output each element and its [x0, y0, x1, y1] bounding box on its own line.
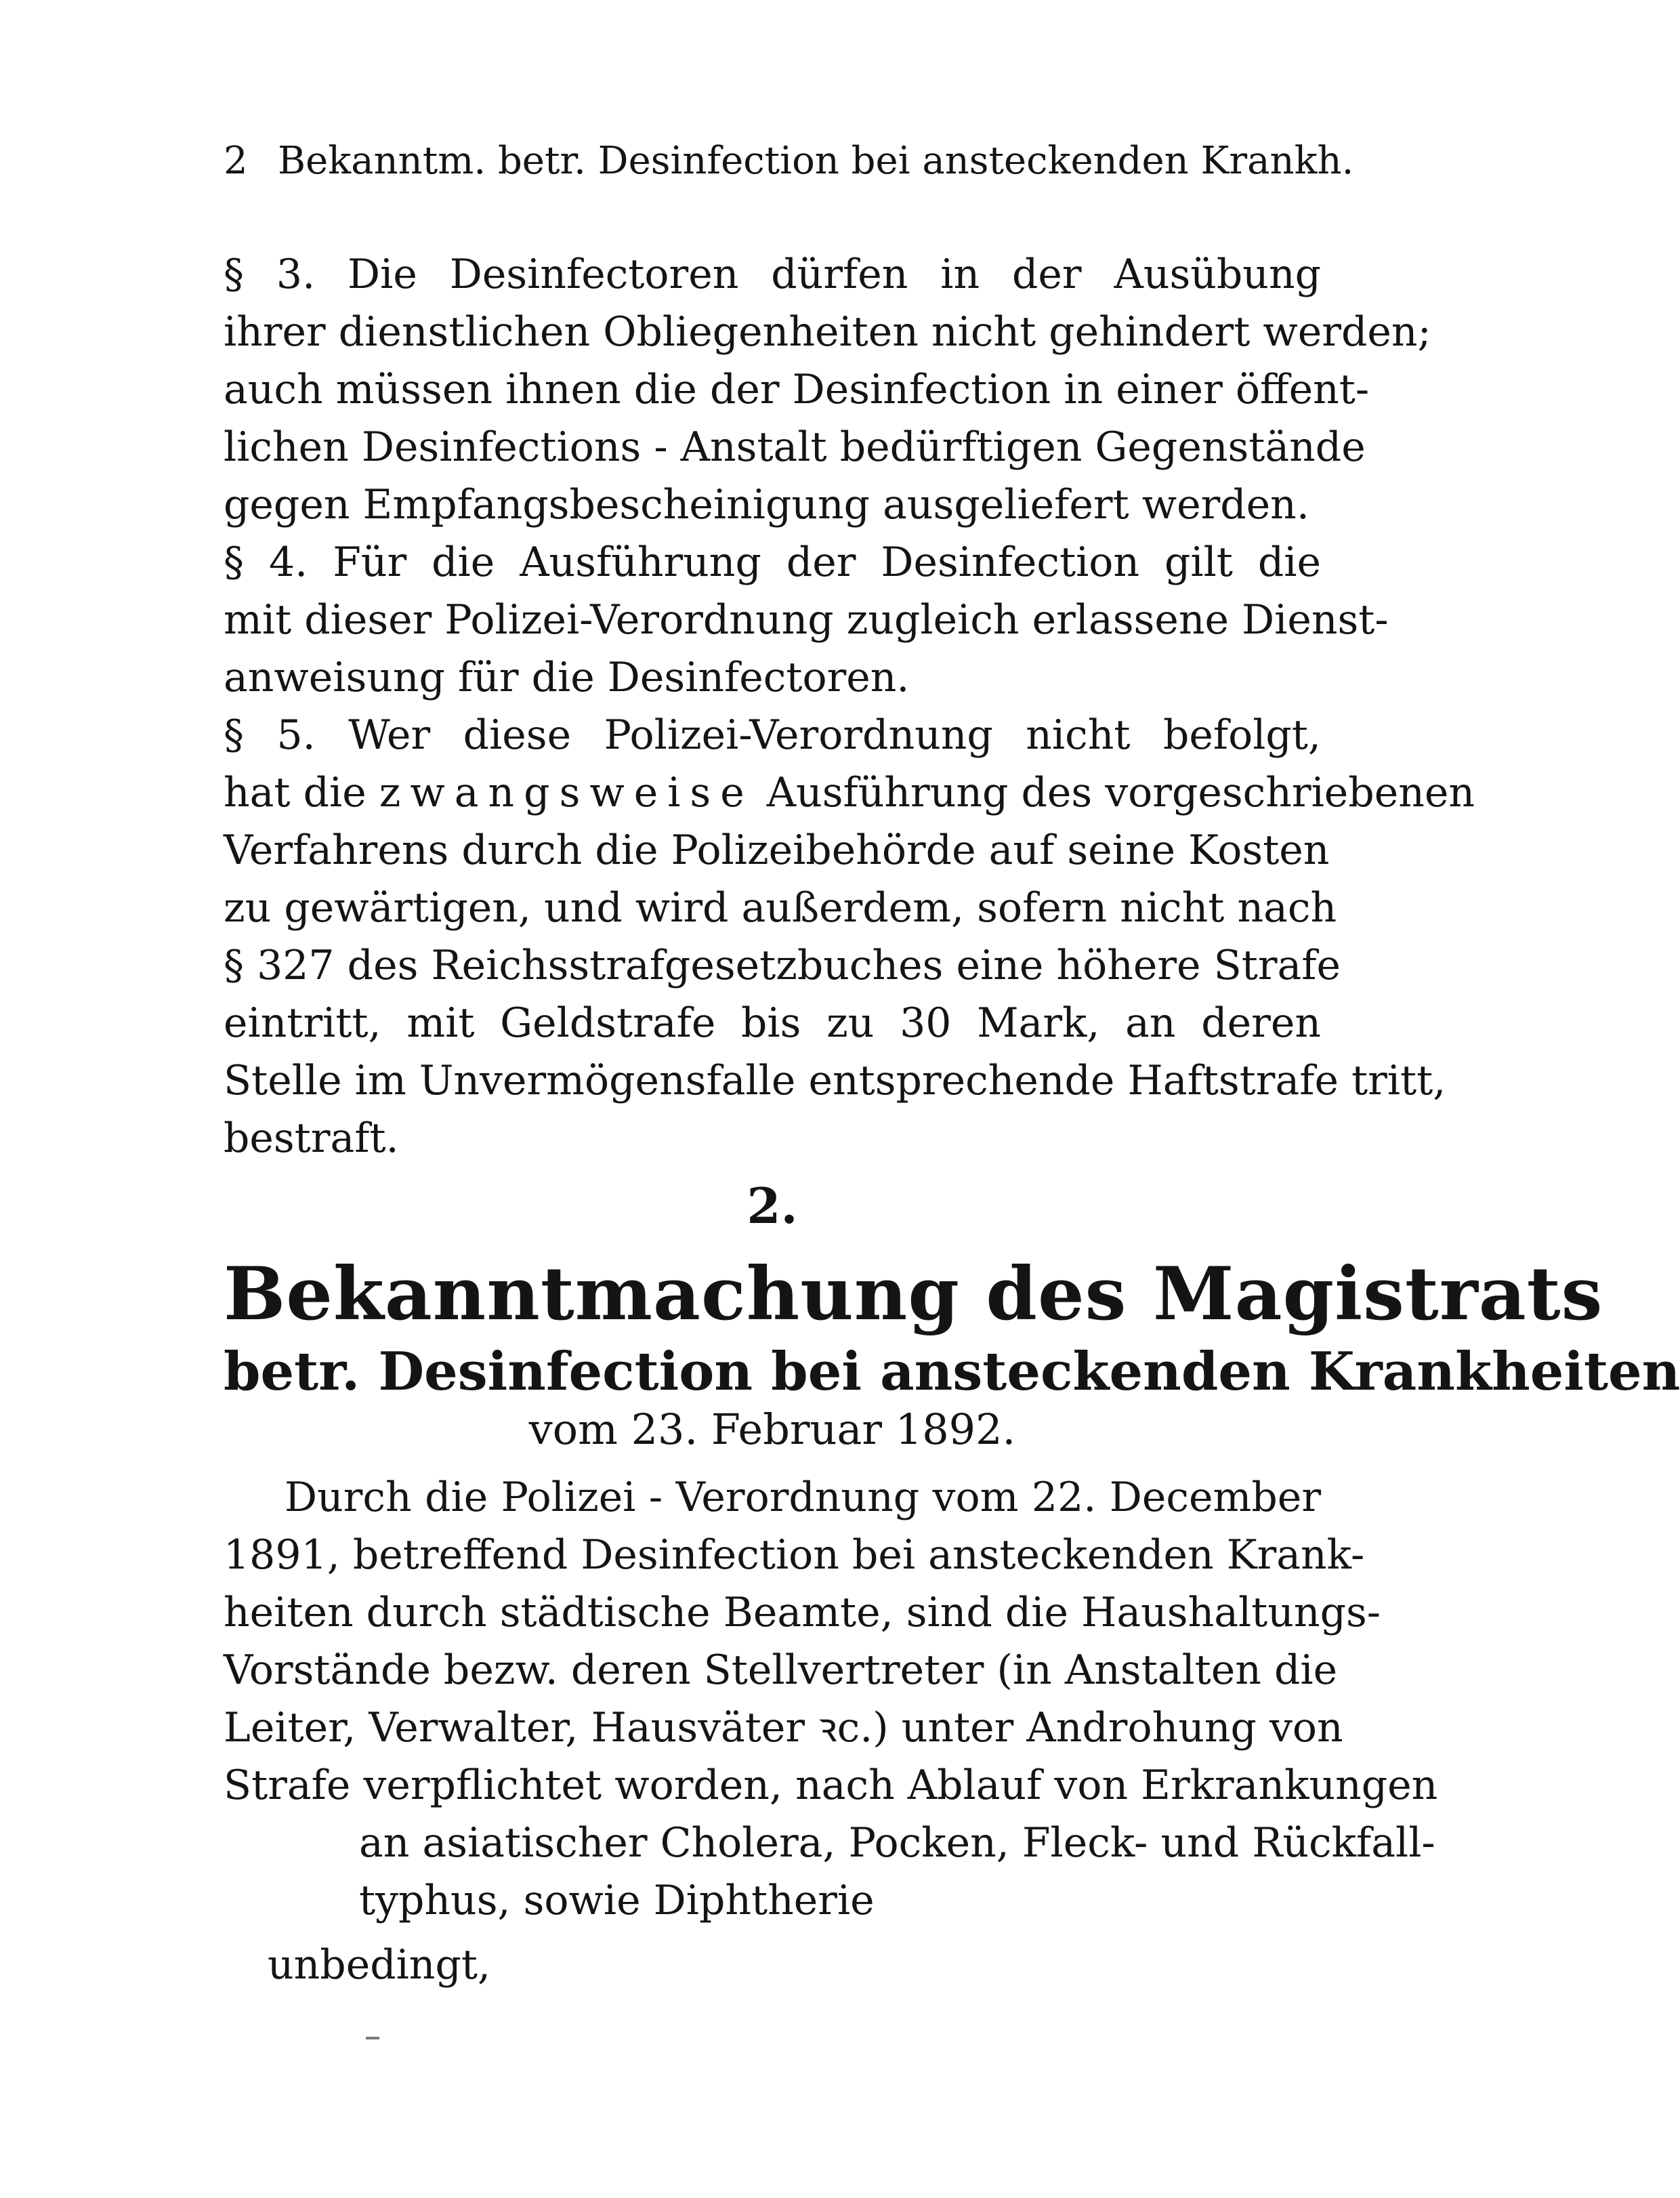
running-title: Bekanntm. betr. Desinfection bei ansteckenden Krankh. [278, 139, 1354, 183]
running-header [224, 134, 1354, 188]
paragraph-5-line: Verfahrens durch die Polizeibehörde auf seine Kosten [224, 827, 1330, 874]
body-line: 1891, betreffend Desinfection bei ansteckenden Krank- [224, 1531, 1365, 1579]
paragraph-3-line: gegen Empfangsbescheinigung ausgeliefert werden. [224, 481, 1309, 528]
section-title: Bekanntmachung des Magistrats [224, 1251, 1603, 1337]
paragraph-3-line: lichen Desinfections - Anstalt bedürftigen Gegenstände [224, 423, 1366, 471]
paragraph-3-line: auch müssen ihnen die der Desinfection in einer öffent- [224, 366, 1370, 413]
paragraph-4-line: anweisung für die Desinfectoren. [224, 654, 910, 701]
body-line: Strafe verpflichtet worden, nach Ablauf von Erkrankungen [224, 1762, 1438, 1809]
page-number: 2 [224, 139, 248, 183]
section-number: 2. [747, 1177, 798, 1235]
section-date: vom 23. Februar 1892. [528, 1405, 1016, 1454]
paragraph-5-text: hat die [224, 769, 379, 816]
body-line: Vorstände bezw. deren Stellvertreter (in Anstalten die [224, 1646, 1338, 1694]
print-mark [366, 2037, 379, 2039]
paragraph-5-line: Stelle im Unvermögensfalle entsprechende Haftstrafe tritt, [224, 1057, 1446, 1104]
indented-line: typhus, sowie Diphtherie [359, 1877, 875, 1924]
paragraph-5-line: bestraft. [224, 1115, 399, 1162]
body-line: heiten durch städtische Beamte, sind die Haushaltungs- [224, 1589, 1381, 1636]
paragraph-4-line: mit dieser Polizei-Verordnung zugleich erlassene Dienst- [224, 596, 1389, 644]
section-subtitle: betr. Desinfection bei ansteckenden Krankheiten [224, 1341, 1680, 1403]
paragraph-5-line: eintritt, mit Geldstrafe bis zu 30 Mark, an deren [224, 999, 1321, 1047]
final-word: unbedingt, [268, 1941, 491, 1989]
paragraph-5-text: Ausführung des vorgeschriebenen [753, 769, 1475, 816]
body-line: Leiter, Verwalter, Hausväter ꝛc.) unter Androhung von [224, 1704, 1343, 1751]
paragraph-5-line [224, 766, 1475, 820]
body-line: Durch die Polizei - Verordnung vom 22. December [285, 1474, 1321, 1521]
paragraph-5-line: § 5. Wer diese Polizei-Verordnung nicht befolgt, [224, 711, 1321, 759]
paragraph-5-emphasis: zwangsweise [379, 769, 754, 816]
paragraph-3-line: § 3. Die Desinfectoren dürfen in der Ausübung [224, 251, 1321, 298]
indented-line: an asiatischer Cholera, Pocken, Fleck- und Rückfall- [359, 1819, 1435, 1867]
paragraph-3-line: ihrer dienstlichen Obliegenheiten nicht gehindert werden; [224, 308, 1431, 356]
paragraph-5-line: zu gewärtigen, und wird außerdem, sofern nicht nach [224, 884, 1337, 932]
paragraph-4-line: § 4. Für die Ausführung der Desinfection gilt die [224, 539, 1321, 586]
paragraph-5-line: § 327 des Reichsstrafgesetzbuches eine höhere Strafe [224, 942, 1341, 989]
